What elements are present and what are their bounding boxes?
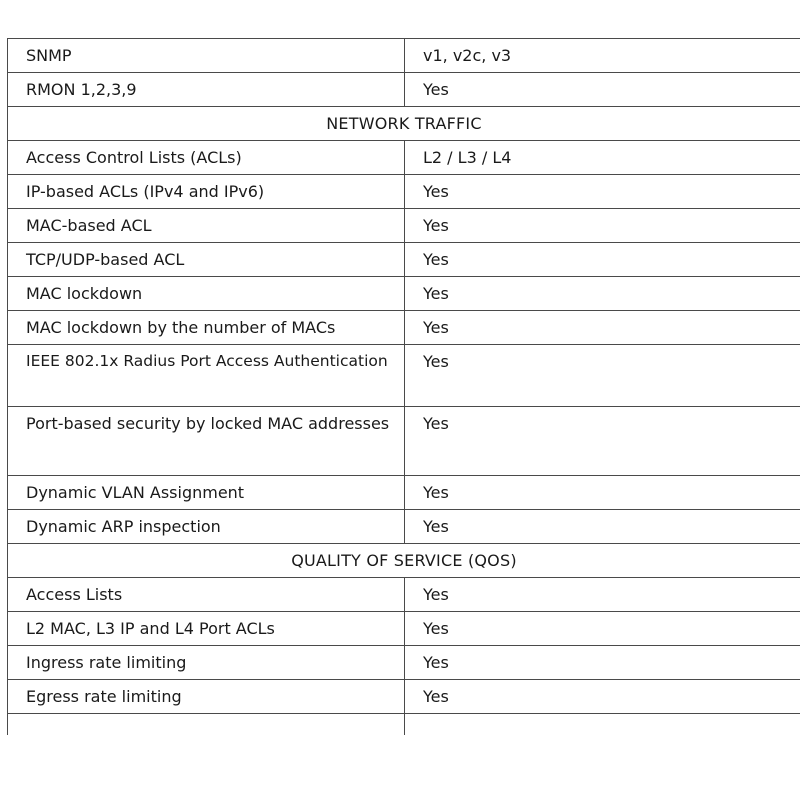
table-row — [8, 243, 800, 277]
feature-cell: MAC lockdown by the number of MACs — [8, 311, 405, 345]
value-cell: Yes — [405, 476, 800, 510]
table-row — [8, 39, 800, 73]
value-cell: Yes — [405, 277, 800, 311]
value-cell: Yes — [405, 680, 800, 714]
table-row — [8, 578, 800, 612]
table-row — [8, 209, 800, 243]
feature-cell: Dynamic VLAN Assignment — [8, 476, 405, 510]
feature-cell: MAC-based ACL — [8, 209, 405, 243]
value-cell: Yes — [405, 407, 800, 476]
value-cell: Yes — [405, 243, 800, 277]
value-cell: Yes — [405, 578, 800, 612]
table-row — [8, 311, 800, 345]
feature-cell: Ingress rate limiting — [8, 646, 405, 680]
table-row — [8, 510, 800, 544]
feature-cell: Access Control Lists (ACLs) — [8, 141, 405, 175]
table-row — [8, 73, 800, 107]
value-cell: Yes — [405, 646, 800, 680]
table-row — [8, 612, 800, 646]
feature-cell: Access Lists — [8, 578, 405, 612]
feature-cell: Dynamic ARP inspection — [8, 510, 405, 544]
table-row — [8, 345, 800, 407]
value-cell: Yes — [405, 612, 800, 646]
value-cell: Yes — [405, 510, 800, 544]
section-header-network-traffic: NETWORK TRAFFIC — [8, 107, 800, 141]
section-header-row — [8, 107, 800, 141]
value-cell: Yes — [405, 311, 800, 345]
value-cell: Yes — [405, 175, 800, 209]
spec-table — [7, 38, 800, 735]
feature-cell: L2 MAC, L3 IP and L4 Port ACLs — [8, 612, 405, 646]
table-row — [8, 141, 800, 175]
section-header-row — [8, 544, 800, 578]
table-row — [8, 407, 800, 476]
feature-cell: MAC lockdown — [8, 277, 405, 311]
value-cell: Yes — [405, 73, 800, 107]
empty-cell — [405, 714, 800, 736]
table-row — [8, 646, 800, 680]
feature-cell: Egress rate limiting — [8, 680, 405, 714]
table-row — [8, 175, 800, 209]
value-cell: L2 / L3 / L4 — [405, 141, 800, 175]
value-cell: Yes — [405, 345, 800, 407]
feature-cell: TCP/UDP-based ACL — [8, 243, 405, 277]
section-header-qos: QUALITY OF SERVICE (QOS) — [8, 544, 800, 578]
table-row-tail — [8, 714, 800, 736]
feature-cell: IEEE 802.1x Radius Port Access Authentication — [8, 345, 405, 407]
feature-cell: RMON 1,2,3,9 — [8, 73, 405, 107]
value-cell: v1, v2c, v3 — [405, 39, 800, 73]
table-row — [8, 277, 800, 311]
empty-cell — [8, 714, 405, 736]
feature-cell: Port-based security by locked MAC addresses — [8, 407, 405, 476]
value-cell: Yes — [405, 209, 800, 243]
feature-cell: IP-based ACLs (IPv4 and IPv6) — [8, 175, 405, 209]
feature-cell: SNMP — [8, 39, 405, 73]
table-row — [8, 680, 800, 714]
table-row — [8, 476, 800, 510]
